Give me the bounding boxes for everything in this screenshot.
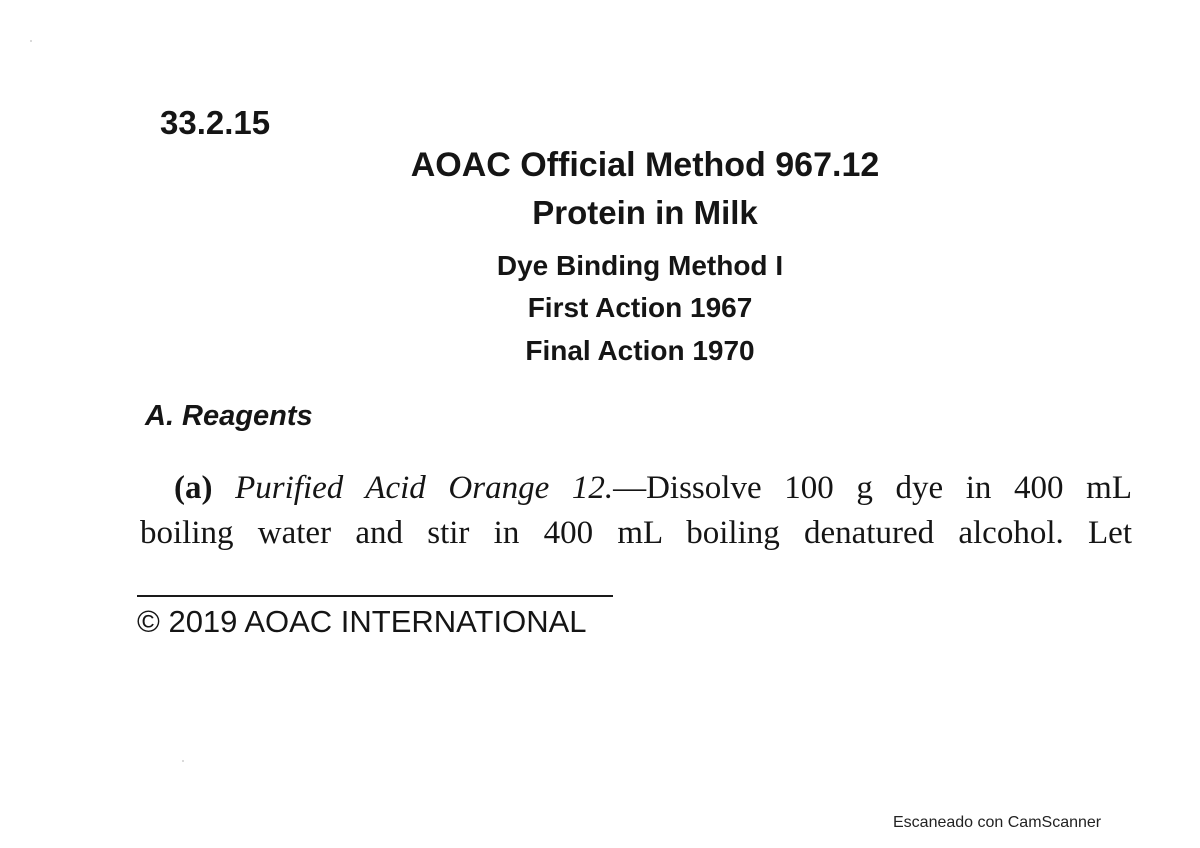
item-title: Purified Acid Orange 12. <box>235 470 614 506</box>
paragraph-line-1 <box>140 466 1132 511</box>
reagent-paragraph <box>140 466 1132 556</box>
method-subject: Protein in Milk <box>532 194 758 231</box>
section-number: 33.2.15 <box>160 104 271 141</box>
paragraph-line-2 <box>140 511 1132 556</box>
scanner-watermark: Escaneado con CamScanner <box>893 814 1102 831</box>
method-variant: Dye Binding Method I <box>496 250 784 281</box>
item-label: (a) <box>174 470 213 506</box>
copyright-notice: © 2019 AOAC INTERNATIONAL <box>137 604 587 639</box>
first-action: First Action 1967 <box>527 292 753 323</box>
section-heading: A. Reagents <box>145 400 313 432</box>
footnote-divider <box>137 595 613 597</box>
scan-speck <box>30 40 32 42</box>
item-text-line-1: —Dissolve 100 g dye in 400 mL <box>613 470 1132 506</box>
final-action: Final Action 1970 <box>525 335 755 366</box>
method-title: AOAC Official Method 967.12 <box>410 146 880 184</box>
item-text-line-2: boiling water and stir in 400 mL boiling denatured alcohol. Let <box>140 515 1132 551</box>
scan-speck <box>182 760 184 762</box>
